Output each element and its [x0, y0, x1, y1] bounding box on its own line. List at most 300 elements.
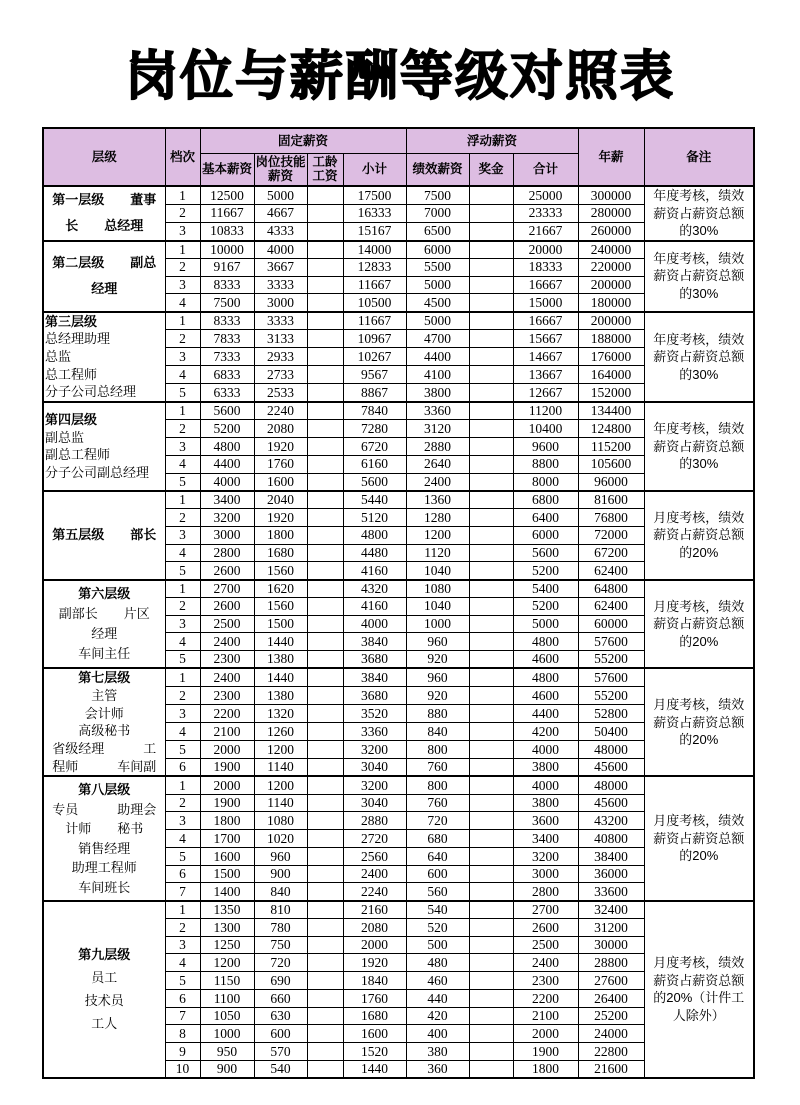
skill-salary-cell: 660 — [254, 989, 307, 1007]
table-header — [43, 128, 754, 186]
level-label-line: 主管 — [91, 687, 118, 703]
level-label-line: 员工 — [91, 970, 118, 986]
seniority-wage-cell — [307, 1007, 343, 1025]
performance-salary-cell: 460 — [406, 972, 469, 990]
total-cell: 4600 — [513, 651, 578, 669]
skill-salary-cell: 5000 — [254, 186, 307, 204]
subtotal-cell: 4320 — [343, 580, 406, 598]
table-row — [43, 901, 754, 919]
subtotal-cell: 5440 — [343, 491, 406, 509]
performance-salary-cell: 960 — [406, 633, 469, 651]
subtotal-cell: 2720 — [343, 830, 406, 848]
performance-salary-cell: 6500 — [406, 222, 469, 240]
grade-cell: 3 — [165, 526, 200, 544]
basic-salary-cell: 8333 — [200, 312, 254, 330]
annual-salary-cell: 57600 — [578, 633, 644, 651]
bonus-cell — [469, 847, 513, 865]
seniority-wage-cell — [307, 776, 343, 794]
grade-cell: 5 — [165, 562, 200, 580]
annual-salary-cell: 62400 — [578, 597, 644, 615]
total-cell: 5200 — [513, 562, 578, 580]
remark-cell: 年度考核，绩效薪资占薪资总额的30% — [644, 186, 754, 241]
annual-salary-cell: 152000 — [578, 384, 644, 402]
remark-cell: 月度考核，绩效薪资占薪资总额的20%（计件工人除外） — [644, 901, 754, 1079]
annual-salary-cell: 81600 — [578, 491, 644, 509]
bonus-cell — [469, 1007, 513, 1025]
level-label-line: 省级经理 工 — [52, 741, 157, 757]
skill-salary-cell: 1380 — [254, 651, 307, 669]
bonus-cell — [469, 989, 513, 1007]
performance-salary-cell: 800 — [406, 740, 469, 758]
bonus-cell — [469, 812, 513, 830]
performance-salary-cell: 1040 — [406, 562, 469, 580]
performance-salary-cell: 600 — [406, 865, 469, 883]
basic-salary-cell: 1400 — [200, 883, 254, 901]
performance-salary-cell: 800 — [406, 776, 469, 794]
bonus-cell — [469, 438, 513, 456]
header-total: 合计 — [513, 153, 578, 186]
header-annual-salary: 年薪 — [578, 128, 644, 186]
basic-salary-cell: 1600 — [200, 847, 254, 865]
subtotal-cell: 8867 — [343, 384, 406, 402]
level-label-line: 程师 车间副 — [52, 758, 157, 774]
remark-cell: 月度考核，绩效薪资占薪资总额的20% — [644, 776, 754, 900]
skill-salary-cell: 1260 — [254, 722, 307, 740]
annual-salary-cell: 200000 — [578, 312, 644, 330]
seniority-wage-cell — [307, 276, 343, 294]
annual-salary-cell: 105600 — [578, 455, 644, 473]
skill-salary-cell: 1760 — [254, 455, 307, 473]
subtotal-cell: 3040 — [343, 758, 406, 776]
bonus-cell — [469, 758, 513, 776]
subtotal-cell: 11667 — [343, 312, 406, 330]
grade-cell: 5 — [165, 473, 200, 491]
skill-salary-cell: 1140 — [254, 758, 307, 776]
skill-salary-cell: 780 — [254, 918, 307, 936]
total-cell: 3400 — [513, 830, 578, 848]
skill-salary-cell: 3667 — [254, 258, 307, 276]
grade-cell: 4 — [165, 633, 200, 651]
bonus-cell — [469, 794, 513, 812]
bonus-cell — [469, 348, 513, 366]
header-subtotal: 小计 — [343, 153, 406, 186]
skill-salary-cell: 840 — [254, 883, 307, 901]
grade-cell: 2 — [165, 330, 200, 348]
level-cell — [43, 312, 165, 403]
performance-salary-cell: 760 — [406, 758, 469, 776]
annual-salary-cell: 43200 — [578, 812, 644, 830]
seniority-wage-cell — [307, 865, 343, 883]
total-cell: 10400 — [513, 420, 578, 438]
annual-salary-cell: 96000 — [578, 473, 644, 491]
performance-salary-cell: 920 — [406, 686, 469, 704]
total-cell: 21667 — [513, 222, 578, 240]
level-label-line: 第一层级 董事 — [52, 192, 157, 208]
remark-cell: 年度考核，绩效薪资占薪资总额的30% — [644, 241, 754, 312]
basic-salary-cell: 9167 — [200, 258, 254, 276]
performance-salary-cell: 4700 — [406, 330, 469, 348]
basic-salary-cell: 2500 — [200, 615, 254, 633]
performance-salary-cell: 380 — [406, 1043, 469, 1061]
bonus-cell — [469, 384, 513, 402]
total-cell: 23333 — [513, 204, 578, 222]
remark-cell: 月度考核，绩效薪资占薪资总额的20% — [644, 491, 754, 580]
skill-salary-cell: 1620 — [254, 580, 307, 598]
grade-cell: 6 — [165, 758, 200, 776]
subtotal-cell: 4000 — [343, 615, 406, 633]
remark-cell: 月度考核，绩效薪资占薪资总额的20% — [644, 668, 754, 776]
skill-salary-cell: 1560 — [254, 597, 307, 615]
subtotal-cell: 2080 — [343, 918, 406, 936]
skill-salary-cell: 960 — [254, 847, 307, 865]
grade-cell: 2 — [165, 204, 200, 222]
total-cell: 2600 — [513, 918, 578, 936]
total-cell: 11200 — [513, 402, 578, 420]
seniority-wage-cell — [307, 794, 343, 812]
subtotal-cell: 7840 — [343, 402, 406, 420]
level-label-line: 经理 — [91, 625, 118, 641]
subtotal-cell: 4800 — [343, 526, 406, 544]
seniority-wage-cell — [307, 186, 343, 204]
level-cell — [43, 186, 165, 241]
remark-cell: 年度考核，绩效薪资占薪资总额的30% — [644, 312, 754, 403]
skill-salary-cell: 1680 — [254, 544, 307, 562]
annual-salary-cell: 60000 — [578, 615, 644, 633]
bonus-cell — [469, 580, 513, 598]
annual-salary-cell: 220000 — [578, 258, 644, 276]
basic-salary-cell: 2200 — [200, 704, 254, 722]
subtotal-cell: 1840 — [343, 972, 406, 990]
annual-salary-cell: 300000 — [578, 186, 644, 204]
seniority-wage-cell — [307, 918, 343, 936]
annual-salary-cell: 164000 — [578, 366, 644, 384]
grade-cell: 4 — [165, 722, 200, 740]
annual-salary-cell: 28800 — [578, 954, 644, 972]
annual-salary-cell: 40800 — [578, 830, 644, 848]
annual-salary-cell: 188000 — [578, 330, 644, 348]
annual-salary-cell: 64800 — [578, 580, 644, 598]
basic-salary-cell: 1200 — [200, 954, 254, 972]
basic-salary-cell: 1000 — [200, 1025, 254, 1043]
bonus-cell — [469, 544, 513, 562]
grade-cell: 7 — [165, 1007, 200, 1025]
table-row — [43, 241, 754, 259]
total-cell: 1900 — [513, 1043, 578, 1061]
basic-salary-cell: 2000 — [200, 740, 254, 758]
performance-salary-cell: 520 — [406, 918, 469, 936]
grade-cell: 2 — [165, 794, 200, 812]
level-label-line: 总经理助理 — [45, 331, 111, 347]
level-cell — [43, 901, 165, 1079]
seniority-wage-cell — [307, 294, 343, 312]
total-cell: 5600 — [513, 544, 578, 562]
seniority-wage-cell — [307, 330, 343, 348]
performance-salary-cell: 3360 — [406, 402, 469, 420]
basic-salary-cell: 2400 — [200, 633, 254, 651]
table-row — [43, 186, 754, 204]
subtotal-cell: 4480 — [343, 544, 406, 562]
total-cell: 4000 — [513, 740, 578, 758]
performance-salary-cell: 5500 — [406, 258, 469, 276]
bonus-cell — [469, 312, 513, 330]
total-cell: 4200 — [513, 722, 578, 740]
seniority-wage-cell — [307, 722, 343, 740]
performance-salary-cell: 5000 — [406, 276, 469, 294]
level-label-line: 车间班长 — [78, 879, 131, 895]
skill-salary-cell: 1920 — [254, 509, 307, 527]
grade-cell: 4 — [165, 366, 200, 384]
subtotal-cell: 1440 — [343, 1060, 406, 1078]
subtotal-cell: 1760 — [343, 989, 406, 1007]
skill-salary-cell: 1560 — [254, 562, 307, 580]
annual-salary-cell: 21600 — [578, 1060, 644, 1078]
seniority-wage-cell — [307, 1043, 343, 1061]
seniority-wage-cell — [307, 258, 343, 276]
total-cell: 2800 — [513, 883, 578, 901]
seniority-wage-cell — [307, 668, 343, 686]
bonus-cell — [469, 330, 513, 348]
skill-salary-cell: 3133 — [254, 330, 307, 348]
total-cell: 15667 — [513, 330, 578, 348]
subtotal-cell: 5120 — [343, 509, 406, 527]
basic-salary-cell: 3000 — [200, 526, 254, 544]
total-cell: 6400 — [513, 509, 578, 527]
annual-salary-cell: 57600 — [578, 668, 644, 686]
annual-salary-cell: 45600 — [578, 794, 644, 812]
level-label-line: 助理工程师 — [71, 860, 137, 876]
performance-salary-cell: 2400 — [406, 473, 469, 491]
bonus-cell — [469, 402, 513, 420]
seniority-wage-cell — [307, 936, 343, 954]
grade-cell: 1 — [165, 668, 200, 686]
subtotal-cell: 1520 — [343, 1043, 406, 1061]
skill-salary-cell: 810 — [254, 901, 307, 919]
subtotal-cell: 3200 — [343, 740, 406, 758]
level-label-line: 第八层级 — [78, 782, 131, 798]
total-cell: 16667 — [513, 276, 578, 294]
annual-salary-cell: 33600 — [578, 883, 644, 901]
seniority-wage-cell — [307, 901, 343, 919]
table-row — [43, 402, 754, 420]
bonus-cell — [469, 615, 513, 633]
basic-salary-cell: 10000 — [200, 241, 254, 259]
basic-salary-cell: 900 — [200, 1060, 254, 1078]
basic-salary-cell: 2100 — [200, 722, 254, 740]
bonus-cell — [469, 830, 513, 848]
basic-salary-cell: 2400 — [200, 668, 254, 686]
seniority-wage-cell — [307, 633, 343, 651]
bonus-cell — [469, 222, 513, 240]
basic-salary-cell: 2300 — [200, 686, 254, 704]
grade-cell: 5 — [165, 972, 200, 990]
skill-salary-cell: 600 — [254, 1025, 307, 1043]
annual-salary-cell: 27600 — [578, 972, 644, 990]
total-cell: 6000 — [513, 526, 578, 544]
performance-salary-cell: 540 — [406, 901, 469, 919]
seniority-wage-cell — [307, 384, 343, 402]
basic-salary-cell: 3400 — [200, 491, 254, 509]
skill-salary-cell: 540 — [254, 1060, 307, 1078]
total-cell: 4400 — [513, 704, 578, 722]
subtotal-cell: 2880 — [343, 812, 406, 830]
table-row — [43, 776, 754, 794]
grade-cell: 1 — [165, 491, 200, 509]
grade-cell: 2 — [165, 686, 200, 704]
annual-salary-cell: 134400 — [578, 402, 644, 420]
grade-cell: 8 — [165, 1025, 200, 1043]
basic-salary-cell: 1350 — [200, 901, 254, 919]
performance-salary-cell: 6000 — [406, 241, 469, 259]
seniority-wage-cell — [307, 989, 343, 1007]
basic-salary-cell: 950 — [200, 1043, 254, 1061]
grade-cell: 1 — [165, 241, 200, 259]
total-cell: 3800 — [513, 794, 578, 812]
bonus-cell — [469, 420, 513, 438]
performance-salary-cell: 1000 — [406, 615, 469, 633]
level-label-line: 车间主任 — [78, 645, 131, 661]
total-cell: 14667 — [513, 348, 578, 366]
skill-salary-cell: 1380 — [254, 686, 307, 704]
level-label-line: 总监 — [45, 348, 72, 364]
subtotal-cell: 3840 — [343, 668, 406, 686]
basic-salary-cell: 7333 — [200, 348, 254, 366]
subtotal-cell: 2160 — [343, 901, 406, 919]
level-label-line: 会计师 — [84, 705, 124, 721]
seniority-wage-cell — [307, 972, 343, 990]
subtotal-cell: 1680 — [343, 1007, 406, 1025]
bonus-cell — [469, 366, 513, 384]
performance-salary-cell: 1200 — [406, 526, 469, 544]
basic-salary-cell: 6833 — [200, 366, 254, 384]
seniority-wage-cell — [307, 420, 343, 438]
page-title: 岗位与薪酬等级对照表 — [125, 47, 675, 106]
seniority-wage-cell — [307, 615, 343, 633]
seniority-wage-cell — [307, 455, 343, 473]
skill-salary-cell: 4333 — [254, 222, 307, 240]
grade-cell: 3 — [165, 222, 200, 240]
seniority-wage-cell — [307, 597, 343, 615]
skill-salary-cell: 3333 — [254, 276, 307, 294]
seniority-wage-cell — [307, 241, 343, 259]
total-cell: 3000 — [513, 865, 578, 883]
annual-salary-cell: 45600 — [578, 758, 644, 776]
total-cell: 1800 — [513, 1060, 578, 1078]
basic-salary-cell: 1800 — [200, 812, 254, 830]
performance-salary-cell: 420 — [406, 1007, 469, 1025]
grade-cell: 1 — [165, 402, 200, 420]
skill-salary-cell: 1200 — [254, 740, 307, 758]
seniority-wage-cell — [307, 544, 343, 562]
bonus-cell — [469, 972, 513, 990]
total-cell: 2300 — [513, 972, 578, 990]
bonus-cell — [469, 241, 513, 259]
skill-salary-cell: 690 — [254, 972, 307, 990]
level-label-line: 副总监 — [45, 429, 85, 445]
level-label-line: 第六层级 — [78, 585, 131, 601]
grade-cell: 5 — [165, 651, 200, 669]
level-label-line: 分子公司副总经理 — [45, 465, 150, 481]
grade-cell: 4 — [165, 830, 200, 848]
bonus-cell — [469, 740, 513, 758]
grade-cell: 5 — [165, 740, 200, 758]
level-label-line: 工人 — [91, 1016, 118, 1032]
table-row — [43, 668, 754, 686]
subtotal-cell: 3840 — [343, 633, 406, 651]
skill-salary-cell: 750 — [254, 936, 307, 954]
header-remark: 备注 — [644, 128, 754, 186]
annual-salary-cell: 55200 — [578, 686, 644, 704]
remark-cell: 月度考核，绩效薪资占薪资总额的20% — [644, 580, 754, 669]
performance-salary-cell: 7500 — [406, 186, 469, 204]
level-label-line: 副总工程师 — [45, 447, 111, 463]
skill-salary-cell: 900 — [254, 865, 307, 883]
grade-cell: 3 — [165, 936, 200, 954]
total-cell: 2100 — [513, 1007, 578, 1025]
performance-salary-cell: 400 — [406, 1025, 469, 1043]
subtotal-cell: 16333 — [343, 204, 406, 222]
seniority-wage-cell — [307, 348, 343, 366]
skill-salary-cell: 1440 — [254, 633, 307, 651]
performance-salary-cell: 920 — [406, 651, 469, 669]
seniority-wage-cell — [307, 509, 343, 527]
annual-salary-cell: 50400 — [578, 722, 644, 740]
grade-cell: 3 — [165, 812, 200, 830]
annual-salary-cell: 24000 — [578, 1025, 644, 1043]
grade-cell: 6 — [165, 865, 200, 883]
header-skill-salary: 岗位技能薪资 — [254, 153, 307, 186]
total-cell: 8000 — [513, 473, 578, 491]
seniority-wage-cell — [307, 1060, 343, 1078]
seniority-wage-cell — [307, 438, 343, 456]
performance-salary-cell: 2640 — [406, 455, 469, 473]
subtotal-cell: 3200 — [343, 776, 406, 794]
basic-salary-cell: 5600 — [200, 402, 254, 420]
subtotal-cell: 2400 — [343, 865, 406, 883]
annual-salary-cell: 115200 — [578, 438, 644, 456]
total-cell: 20000 — [513, 241, 578, 259]
subtotal-cell: 10967 — [343, 330, 406, 348]
subtotal-cell: 1600 — [343, 1025, 406, 1043]
performance-salary-cell: 1080 — [406, 580, 469, 598]
bonus-cell — [469, 651, 513, 669]
skill-salary-cell: 570 — [254, 1043, 307, 1061]
bonus-cell — [469, 954, 513, 972]
total-cell: 4000 — [513, 776, 578, 794]
header-seniority-wage: 工龄工资 — [307, 153, 343, 186]
subtotal-cell: 6720 — [343, 438, 406, 456]
grade-cell: 9 — [165, 1043, 200, 1061]
skill-salary-cell: 1920 — [254, 438, 307, 456]
header-grade: 档次 — [165, 128, 200, 186]
grade-cell: 3 — [165, 438, 200, 456]
annual-salary-cell: 55200 — [578, 651, 644, 669]
seniority-wage-cell — [307, 883, 343, 901]
seniority-wage-cell — [307, 847, 343, 865]
subtotal-cell: 7280 — [343, 420, 406, 438]
performance-salary-cell: 3120 — [406, 420, 469, 438]
performance-salary-cell: 560 — [406, 883, 469, 901]
seniority-wage-cell — [307, 491, 343, 509]
basic-salary-cell: 1700 — [200, 830, 254, 848]
grade-cell: 3 — [165, 348, 200, 366]
total-cell: 9600 — [513, 438, 578, 456]
level-cell — [43, 776, 165, 900]
performance-salary-cell: 680 — [406, 830, 469, 848]
performance-salary-cell: 7000 — [406, 204, 469, 222]
total-cell: 15000 — [513, 294, 578, 312]
total-cell: 4800 — [513, 633, 578, 651]
annual-salary-cell: 31200 — [578, 918, 644, 936]
